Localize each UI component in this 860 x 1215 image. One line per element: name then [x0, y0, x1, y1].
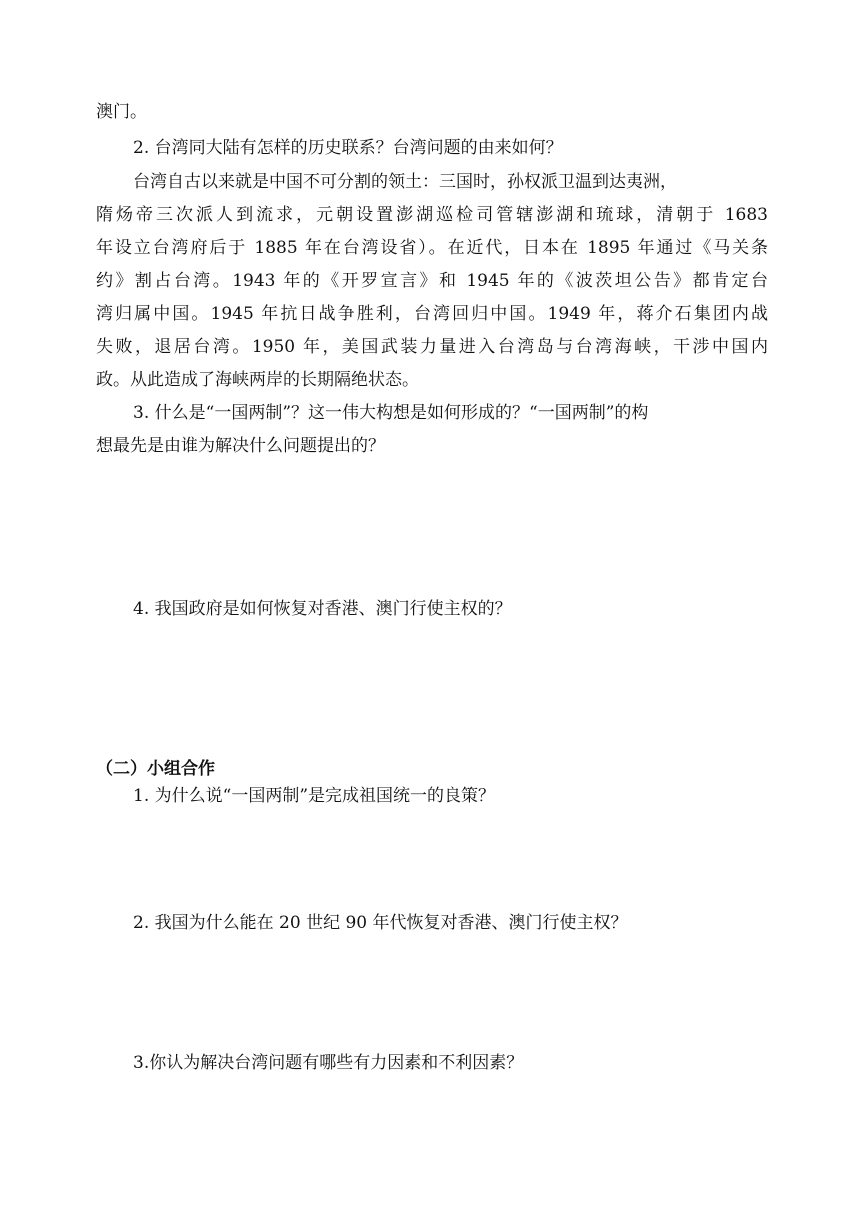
section-2-title: （二）小组合作	[96, 759, 215, 779]
answer-2-line-1: 台湾自古以来就是中国不可分割的领土：三国时，孙权派卫温到达夷洲，	[133, 172, 677, 192]
answer-2-line-7: 政。从此造成了海峡两岸的长期隔绝状态。	[96, 370, 419, 390]
paragraph-tail: 澳门。	[96, 102, 147, 122]
answer-2-line-5: 湾归属中国。1945 年抗日战争胜利，台湾回归中国。1949 年，蒋介石集团内战	[96, 304, 768, 324]
question-3-line-2: 想最先是由谁为解决什么问题提出的？	[96, 436, 385, 456]
group-question-1: 1. 为什么说“一国两制”是完成祖国统一的良策？	[133, 786, 496, 806]
question-4: 4. 我国政府是如何恢复对香港、澳门行使主权的？	[133, 599, 512, 619]
group-question-2: 2. 我国为什么能在 20 世纪 90 年代恢复对香港、澳门行使主权？	[133, 913, 628, 933]
answer-2-line-6: 失败，退居台湾。1950 年，美国武装力量进入台湾岛与台湾海峡，干涉中国内	[96, 337, 768, 357]
question-2: 2. 台湾同大陆有怎样的历史联系？台湾问题的由来如何？	[133, 138, 563, 158]
group-question-3: 3.你认为解决台湾问题有哪些有力因素和不利因素？	[133, 1053, 524, 1073]
question-3-line-1: 3. 什么是“一国两制”？这一伟大构想是如何形成的？“一国两制”的构	[133, 403, 649, 423]
answer-2-line-2: 隋炀帝三次派人到流求，元朝设置澎湖巡检司管辖澎湖和琉球，清朝于 1683	[96, 205, 768, 225]
answer-2-line-3: 年设立台湾府后于 1885 年在台湾设省）。在近代，日本在 1895 年通过《马关条	[96, 238, 768, 258]
answer-2-line-4: 约》割占台湾。1943 年的《开罗宣言》和 1945 年的《波茨坦公告》都肯定台	[96, 271, 768, 291]
